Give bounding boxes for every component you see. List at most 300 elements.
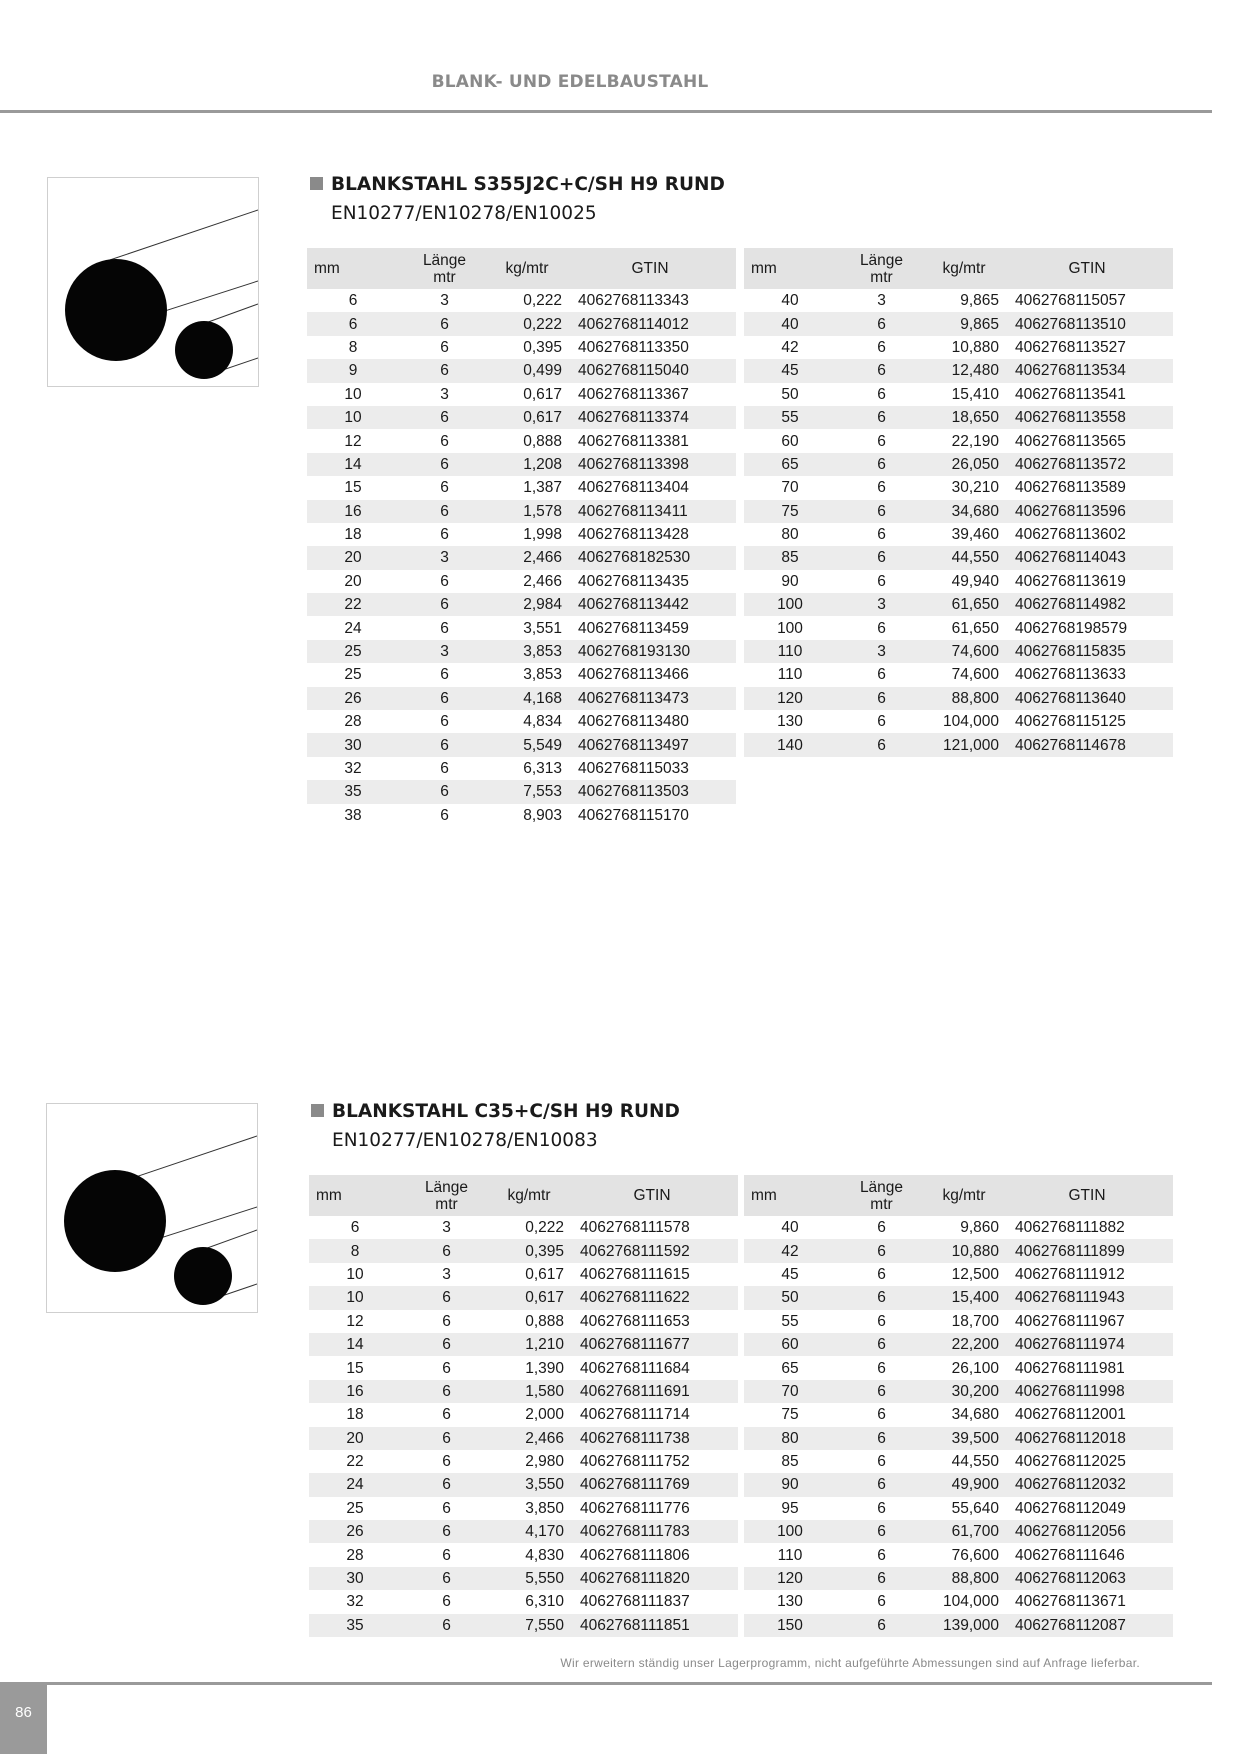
cell-kg-per-mtr: 139,000	[927, 1614, 1001, 1637]
cell-kg-per-mtr: 88,800	[927, 1567, 1001, 1590]
cell-kg-per-mtr: 0,222	[525, 1219, 564, 1237]
header-laenge-text: mtr	[870, 1195, 893, 1213]
cell-laenge: 6	[836, 687, 927, 710]
cell-gtin: 4062768113381	[578, 432, 689, 450]
cell-gtin: 4062768113572	[1001, 453, 1173, 476]
cell-mm: 10	[344, 385, 362, 403]
header-laenge-text: mtr	[433, 268, 456, 286]
cell-kg-per-mtr: 1,387	[523, 479, 562, 497]
cell-kg-per-mtr: 3,853	[490, 640, 564, 663]
table-row	[744, 1567, 1173, 1590]
cell-laenge: 6	[442, 1453, 451, 1471]
cell-laenge: 6	[401, 1380, 492, 1403]
cell-laenge: 6	[836, 500, 927, 523]
cell-gtin: 4062768113671	[1015, 1593, 1126, 1611]
cell-kg-per-mtr: 61,650	[951, 619, 999, 637]
cell-gtin: 4062768114982	[1001, 593, 1173, 616]
cell-kg-per-mtr: 39,500	[927, 1427, 1001, 1450]
cell-gtin: 4062768111714	[580, 1406, 690, 1424]
cell-kg-per-mtr: 2,466	[490, 546, 564, 569]
cell-kg-per-mtr: 0,617	[525, 1265, 564, 1283]
table-row	[307, 406, 736, 429]
cell-gtin: 4062768111806	[580, 1546, 690, 1564]
table-row	[307, 710, 736, 733]
cell-kg-per-mtr: 74,600	[951, 666, 999, 684]
cell-laenge: 6	[442, 1593, 451, 1611]
cell-gtin: 4062768111943	[1001, 1286, 1173, 1309]
cell-laenge: 6	[836, 546, 927, 569]
cell-gtin: 4062768111981	[1015, 1359, 1125, 1377]
cell-kg-per-mtr: 9,865	[960, 292, 999, 310]
table-row	[744, 1473, 1173, 1496]
cell-laenge: 3	[877, 292, 886, 310]
cell-gtin: 4062768113459	[578, 619, 689, 637]
section-title-s355	[310, 174, 725, 195]
table-row	[744, 1427, 1173, 1450]
cell-gtin: 4062768111820	[566, 1567, 738, 1590]
section-title-text: BLANKSTAHL C35+C/SH H9 RUND	[332, 1101, 680, 1122]
footnote: Wir erweitern ständig unser Lagerprogramm, nicht aufgeführte Abmessungen sind auf Anfrage lieferbar.	[560, 1656, 1140, 1670]
cell-gtin: 4062768113374	[564, 406, 736, 429]
cell-laenge: 6	[877, 338, 886, 356]
cell-mm: 25	[346, 1499, 364, 1517]
header-kg-per-mtr	[490, 248, 564, 289]
table-row	[309, 1427, 738, 1450]
header-mm	[744, 248, 836, 289]
cell-gtin: 4062768114043	[1001, 546, 1173, 569]
header-laenge-text: mtr	[435, 1195, 458, 1213]
cell-kg-per-mtr: 8,903	[523, 806, 562, 824]
table-header-row	[307, 248, 736, 289]
cell-gtin: 4062768115040	[564, 359, 736, 382]
cell-kg-per-mtr: 22,200	[927, 1333, 1001, 1356]
table-row	[744, 476, 1173, 499]
cell-gtin: 4062768113367	[578, 385, 689, 403]
cell-gtin: 4062768113466	[578, 666, 689, 684]
table-row	[307, 663, 736, 686]
cell-laenge: 6	[836, 1614, 927, 1637]
cell-laenge: 6	[877, 385, 886, 403]
product-table-s355-left	[307, 248, 736, 827]
cell-gtin: 4062768111646	[1015, 1546, 1125, 1564]
table-row	[309, 1239, 738, 1262]
cell-mm: 110	[744, 640, 836, 663]
cell-laenge: 6	[401, 1239, 492, 1262]
cell-mm: 15	[344, 479, 362, 497]
cell-gtin: 4062768113596	[1001, 500, 1173, 523]
cell-kg-per-mtr: 10,880	[927, 1239, 1001, 1262]
cell-kg-per-mtr: 74,600	[927, 640, 1001, 663]
cell-gtin: 4062768113404	[578, 479, 689, 497]
cell-gtin: 4062768113411	[564, 500, 736, 523]
header-laenge-text: mtr	[870, 268, 893, 286]
cell-mm: 10	[307, 406, 399, 429]
cell-mm: 10	[346, 1265, 364, 1283]
cell-mm: 70	[744, 1380, 836, 1403]
table-row	[744, 1520, 1173, 1543]
cell-laenge: 6	[836, 1380, 927, 1403]
cell-kg-per-mtr: 1,578	[490, 500, 564, 523]
cell-kg-per-mtr: 15,400	[927, 1286, 1001, 1309]
cell-mm: 60	[781, 432, 799, 450]
header-laenge	[399, 248, 490, 289]
cell-laenge: 6	[401, 1567, 492, 1590]
table-row	[309, 1567, 738, 1590]
table-header-row	[744, 1175, 1173, 1216]
table-row	[744, 1380, 1173, 1403]
cell-laenge: 6	[877, 1546, 886, 1564]
table-row	[744, 1614, 1173, 1637]
cell-mm: 100	[744, 1520, 836, 1543]
square-bullet-icon	[310, 177, 323, 190]
cell-kg-per-mtr: 61,700	[927, 1520, 1001, 1543]
cell-gtin: 4062768113633	[1015, 666, 1126, 684]
cell-mm: 25	[344, 666, 362, 684]
header-mm-text: mm	[751, 1187, 777, 1204]
cell-kg-per-mtr: 15,410	[951, 385, 999, 403]
cell-kg-per-mtr: 26,050	[927, 453, 1001, 476]
cell-gtin: 4062768113527	[1015, 338, 1126, 356]
cell-mm: 32	[346, 1593, 364, 1611]
header-gtin-text: GTIN	[1068, 1187, 1106, 1204]
table-row	[744, 406, 1173, 429]
cell-gtin: 4062768115835	[1001, 640, 1173, 663]
cell-gtin: 4062768111783	[566, 1520, 738, 1543]
cell-mm: 32	[344, 760, 362, 777]
cell-mm: 80	[744, 1427, 836, 1450]
cell-kg-per-mtr: 3,550	[492, 1473, 566, 1496]
cell-laenge: 6	[877, 713, 886, 731]
cell-kg-per-mtr: 6,313	[523, 760, 562, 777]
cell-kg-per-mtr: 39,460	[951, 526, 999, 544]
cell-mm: 95	[781, 1499, 799, 1517]
cell-laenge: 6	[877, 1499, 886, 1517]
cell-mm: 20	[307, 546, 399, 569]
cell-mm: 22	[307, 593, 399, 616]
steel-round-bar-icon	[47, 177, 259, 387]
cell-kg-per-mtr: 1,580	[492, 1380, 566, 1403]
header-mm-text: mm	[316, 1187, 342, 1204]
header-mm	[309, 1175, 401, 1216]
cell-mm: 30	[309, 1567, 401, 1590]
table-row	[744, 289, 1173, 312]
cell-mm: 55	[744, 406, 836, 429]
cell-gtin: 4062768111769	[566, 1473, 738, 1496]
cell-gtin: 4062768112049	[1015, 1499, 1126, 1517]
cell-gtin: 4062768113558	[1001, 406, 1173, 429]
cell-laenge: 6	[836, 1286, 927, 1309]
table-row	[307, 429, 736, 452]
cell-mm: 6	[348, 292, 358, 310]
cell-kg-per-mtr: 4,168	[490, 687, 564, 710]
cell-mm: 16	[307, 500, 399, 523]
cell-laenge: 6	[440, 479, 449, 497]
cell-kg-per-mtr: 12,500	[951, 1265, 999, 1283]
header-gtin-text: GTIN	[1068, 260, 1106, 277]
cell-laenge: 6	[836, 1333, 927, 1356]
cell-laenge: 6	[401, 1614, 492, 1637]
cell-laenge: 6	[440, 338, 449, 356]
cell-mm: 35	[309, 1614, 401, 1637]
cell-gtin: 4062768114012	[564, 312, 736, 335]
cell-kg-per-mtr: 6,310	[525, 1593, 564, 1611]
square-bullet-icon	[311, 1104, 324, 1117]
header-mm	[744, 1175, 836, 1216]
cell-mm: 16	[309, 1380, 401, 1403]
table-row	[309, 1543, 738, 1566]
steel-round-bar-icon	[46, 1103, 258, 1313]
cell-kg-per-mtr: 2,466	[492, 1427, 566, 1450]
cell-gtin: 4062768113565	[1015, 432, 1126, 450]
table-header-row	[309, 1175, 738, 1216]
cell-laenge: 6	[401, 1520, 492, 1543]
cell-mm: 8	[348, 338, 358, 356]
cell-gtin: 4062768111684	[580, 1359, 690, 1377]
cell-laenge: 6	[440, 713, 449, 731]
cell-gtin: 4062768113480	[578, 713, 689, 731]
cell-laenge: 6	[877, 1359, 886, 1377]
table-row	[307, 733, 736, 756]
cell-kg-per-mtr: 1,208	[490, 453, 564, 476]
cell-gtin: 4062768111776	[580, 1499, 690, 1517]
cell-kg-per-mtr: 1,998	[523, 526, 562, 544]
cell-gtin: 4062768114678	[1001, 733, 1173, 756]
cell-gtin: 4062768111653	[580, 1312, 690, 1330]
header-mm-text: mm	[314, 260, 340, 277]
cell-laenge: 6	[877, 1219, 886, 1237]
header-gtin	[566, 1175, 738, 1216]
cell-gtin: 4062768115057	[1015, 292, 1126, 310]
cell-kg-per-mtr: 2,000	[525, 1406, 564, 1424]
table-row	[744, 687, 1173, 710]
cell-gtin: 4062768182530	[564, 546, 736, 569]
cell-gtin: 4062768193130	[564, 640, 736, 663]
cell-mm: 55	[781, 1312, 799, 1330]
cell-laenge: 6	[836, 1427, 927, 1450]
table-row	[744, 429, 1173, 452]
cell-laenge: 6	[877, 1453, 886, 1471]
cell-kg-per-mtr: 9,865	[927, 312, 1001, 335]
cell-mm: 45	[744, 359, 836, 382]
cell-laenge: 6	[399, 406, 490, 429]
cell-kg-per-mtr: 1,390	[525, 1359, 564, 1377]
cell-gtin: 4062768111912	[1015, 1265, 1125, 1283]
cell-mm: 20	[309, 1427, 401, 1450]
cell-mm: 85	[744, 546, 836, 569]
header-laenge	[836, 1175, 927, 1216]
cell-gtin: 4062768113350	[578, 338, 689, 356]
table-row	[307, 359, 736, 382]
table-row	[309, 1520, 738, 1543]
cell-kg-per-mtr: 0,395	[523, 338, 562, 356]
cell-laenge: 6	[442, 1359, 451, 1377]
cell-gtin: 4062768112087	[1001, 1614, 1173, 1637]
cell-gtin: 4062768113503	[564, 780, 736, 803]
table-row	[744, 640, 1173, 663]
cell-kg-per-mtr: 4,830	[525, 1546, 564, 1564]
cell-gtin: 4062768113497	[564, 733, 736, 756]
cell-kg-per-mtr: 10,880	[951, 338, 999, 356]
cell-kg-per-mtr: 61,650	[927, 593, 1001, 616]
cell-kg-per-mtr: 7,550	[492, 1614, 566, 1637]
section-title-c35	[311, 1101, 680, 1122]
table-header-row	[744, 248, 1173, 289]
cell-kg-per-mtr: 9,860	[960, 1219, 999, 1237]
cell-laenge: 6	[399, 453, 490, 476]
table-row	[309, 1216, 738, 1239]
cell-kg-per-mtr: 0,617	[490, 406, 564, 429]
header-gtin-text: GTIN	[631, 260, 669, 277]
table-row	[307, 616, 736, 639]
table-row	[309, 1590, 738, 1613]
table-row	[744, 383, 1173, 406]
cell-mm: 90	[744, 1473, 836, 1496]
cell-gtin: 4062768113640	[1001, 687, 1173, 710]
header-laenge-text: Länge	[859, 1178, 904, 1196]
table-row	[744, 359, 1173, 382]
cell-mm: 120	[744, 687, 836, 710]
cell-gtin: 4062768111967	[1015, 1312, 1125, 1330]
table-row	[307, 570, 736, 593]
table-row	[744, 453, 1173, 476]
cell-kg-per-mtr: 26,100	[951, 1359, 999, 1377]
cell-kg-per-mtr: 7,553	[490, 780, 564, 803]
cell-laenge: 6	[399, 687, 490, 710]
cell-kg-per-mtr: 5,549	[490, 733, 564, 756]
cell-gtin: 4062768115125	[1015, 713, 1126, 731]
cell-laenge: 6	[399, 312, 490, 335]
cell-laenge: 6	[836, 359, 927, 382]
table-row	[744, 1286, 1173, 1309]
cell-mm: 10	[309, 1286, 401, 1309]
cell-mm: 22	[346, 1453, 364, 1471]
cell-kg-per-mtr: 3,853	[523, 666, 562, 684]
cell-laenge: 3	[440, 385, 449, 403]
table-row	[307, 336, 736, 359]
cell-gtin: 4062768113619	[1015, 572, 1126, 590]
cell-gtin: 4062768113534	[1001, 359, 1173, 382]
cell-mm: 24	[309, 1473, 401, 1496]
cell-kg-per-mtr: 0,222	[490, 312, 564, 335]
cell-laenge: 6	[877, 619, 886, 637]
cell-kg-per-mtr: 3,850	[525, 1499, 564, 1517]
cell-mm: 130	[777, 713, 803, 731]
cell-mm: 14	[307, 453, 399, 476]
cell-mm: 90	[781, 572, 799, 590]
cell-gtin: 4062768113541	[1015, 385, 1126, 403]
cell-kg-per-mtr: 76,600	[951, 1546, 999, 1564]
cell-laenge: 6	[399, 500, 490, 523]
header-laenge-text: Länge	[424, 1178, 469, 1196]
table-row	[744, 1356, 1173, 1379]
cell-mm: 18	[344, 526, 362, 544]
cell-gtin: 4062768113435	[578, 572, 689, 590]
cell-mm: 14	[309, 1333, 401, 1356]
cell-mm: 110	[777, 1546, 803, 1564]
cell-kg-per-mtr: 0,888	[523, 432, 562, 450]
header-kg-per-mtr	[492, 1175, 566, 1216]
header-laenge-text: Länge	[859, 251, 904, 269]
table-row	[744, 1310, 1173, 1333]
cell-mm: 40	[781, 292, 799, 310]
product-table-s355-right	[744, 248, 1173, 757]
cell-gtin: 4062768111851	[566, 1614, 738, 1637]
table-row	[307, 500, 736, 523]
cell-gtin: 4062768111998	[1001, 1380, 1173, 1403]
header-mm	[307, 248, 399, 289]
cell-laenge: 6	[440, 572, 449, 590]
cell-mm: 38	[344, 806, 362, 824]
cell-laenge: 6	[401, 1286, 492, 1309]
cell-kg-per-mtr: 88,800	[927, 687, 1001, 710]
cell-laenge: 6	[399, 359, 490, 382]
header-gtin	[1001, 248, 1173, 289]
cell-kg-per-mtr: 5,550	[492, 1567, 566, 1590]
cell-kg-per-mtr: 0,888	[525, 1312, 564, 1330]
cell-kg-per-mtr: 49,900	[927, 1473, 1001, 1496]
cell-mm: 60	[744, 1333, 836, 1356]
cell-kg-per-mtr: 34,680	[927, 500, 1001, 523]
page-header-title: BLANK- UND EDELBAUSTAHL	[431, 72, 709, 92]
table-row	[744, 733, 1173, 756]
footer-divider	[0, 1682, 1212, 1685]
cell-mm: 80	[781, 526, 799, 544]
table-row	[744, 1543, 1173, 1566]
cell-laenge: 3	[836, 640, 927, 663]
table-row	[307, 804, 736, 827]
cell-gtin: 4062768111578	[580, 1219, 690, 1237]
cell-mm: 45	[781, 1265, 799, 1283]
cell-mm: 120	[744, 1567, 836, 1590]
cell-kg-per-mtr: 3,551	[523, 619, 562, 637]
cell-mm: 150	[744, 1614, 836, 1637]
cell-mm: 75	[744, 500, 836, 523]
cell-mm: 50	[744, 1286, 836, 1309]
cell-gtin: 4062768111691	[566, 1380, 738, 1403]
cell-gtin: 4062768112056	[1001, 1520, 1173, 1543]
cell-laenge: 6	[836, 733, 927, 756]
cell-laenge: 6	[440, 619, 449, 637]
cell-gtin: 4062768111615	[580, 1265, 690, 1283]
cell-laenge: 6	[877, 1593, 886, 1611]
cell-mm: 12	[346, 1312, 364, 1330]
cell-kg-per-mtr: 55,640	[951, 1499, 999, 1517]
cell-gtin: 4062768113442	[564, 593, 736, 616]
cell-laenge: 6	[440, 806, 449, 824]
cell-gtin: 4062768111622	[566, 1286, 738, 1309]
cell-mm: 70	[781, 479, 799, 497]
cell-laenge: 6	[877, 572, 886, 590]
cell-kg-per-mtr: 4,834	[523, 713, 562, 731]
cell-gtin: 4062768113473	[564, 687, 736, 710]
table-row	[309, 1333, 738, 1356]
cell-laenge: 6	[836, 312, 927, 335]
cell-mm: 40	[744, 312, 836, 335]
cell-laenge: 6	[440, 760, 449, 777]
cell-mm: 85	[781, 1453, 799, 1471]
table-row	[307, 523, 736, 546]
table-row	[309, 1263, 738, 1286]
cell-mm: 65	[744, 453, 836, 476]
cell-kg-per-mtr: 0,617	[523, 385, 562, 403]
cell-laenge: 6	[442, 1406, 451, 1424]
cell-mm: 12	[344, 432, 362, 450]
header-laenge-text: Länge	[422, 251, 467, 269]
cell-mm: 9	[307, 359, 399, 382]
cell-laenge: 6	[877, 526, 886, 544]
cell-mm: 24	[344, 619, 362, 637]
table-row	[309, 1450, 738, 1473]
